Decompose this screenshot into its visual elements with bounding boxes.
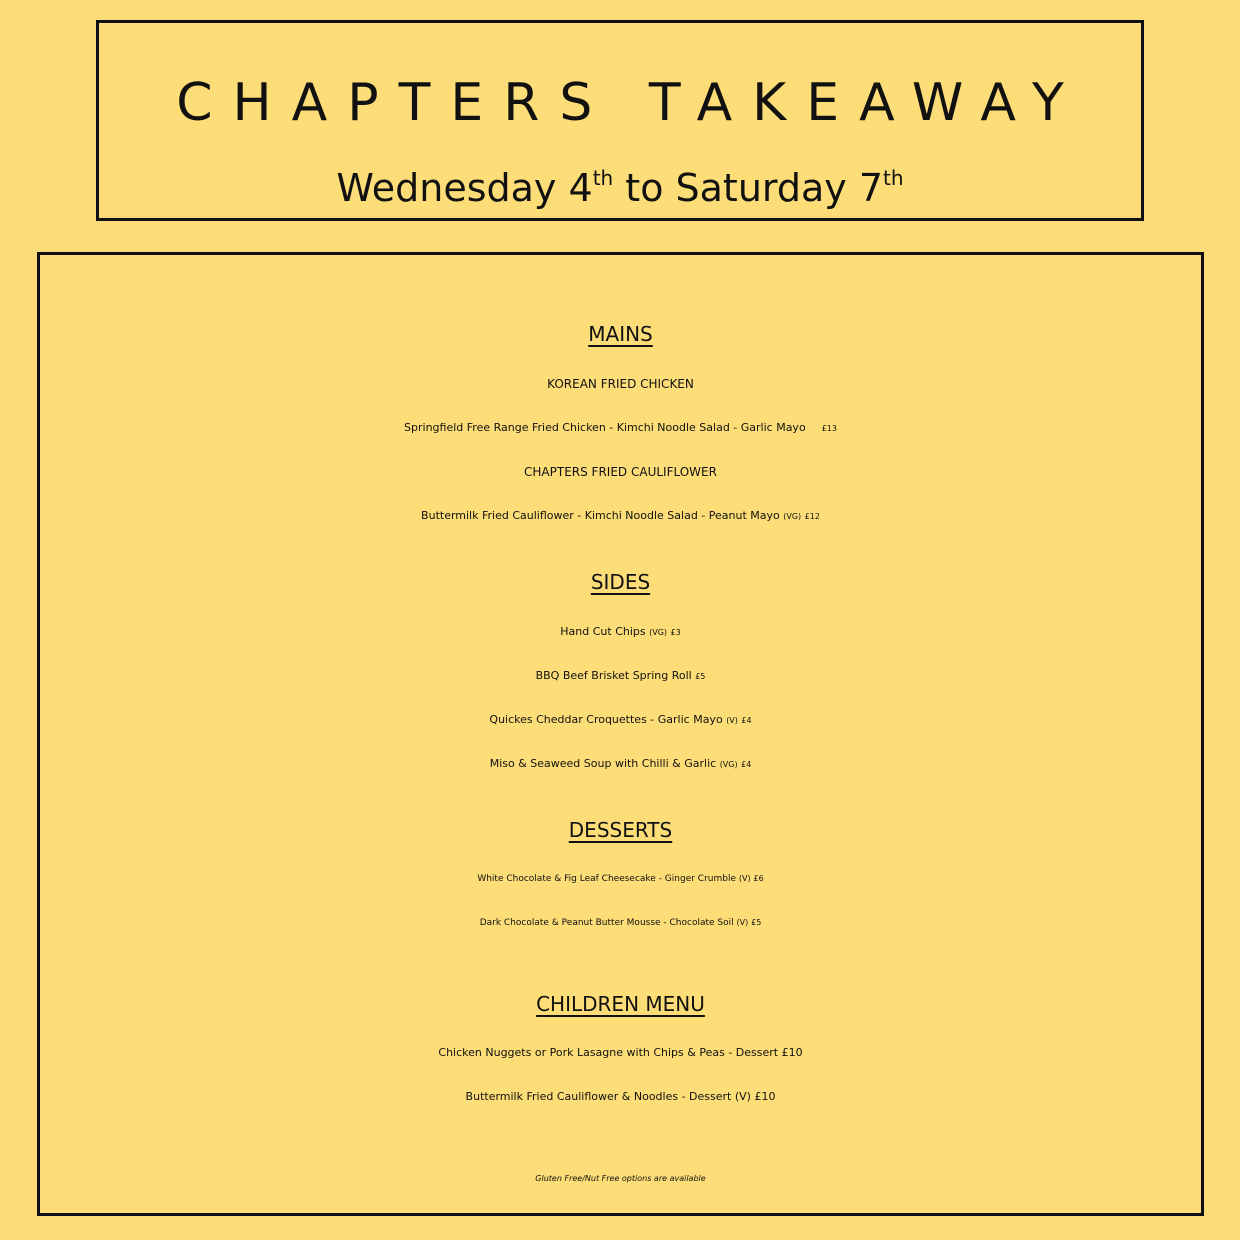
sides-item xyxy=(40,700,1201,741)
desserts-item xyxy=(40,903,1201,943)
mains-item1-title: KOREAN FRIED CHICKEN xyxy=(547,377,694,391)
sides-item xyxy=(40,612,1201,653)
mains-item2-price: £12 xyxy=(804,512,820,521)
dietary-note: Gluten Free/Nut Free options are available xyxy=(535,1174,706,1183)
children-heading: CHILDREN MENU xyxy=(536,992,705,1016)
mains-item2-title: CHAPTERS FRIED CAULIFLOWER xyxy=(524,465,717,479)
page-title: CHAPTERS TAKEAWAY xyxy=(176,73,1084,133)
sides-item-tag: (V) xyxy=(726,716,738,725)
sides-item-price: £4 xyxy=(741,716,752,725)
mains-item2-line xyxy=(40,496,1201,537)
desserts-item-name: Dark Chocolate & Peanut Butter Mousse - Chocolate Soil xyxy=(479,918,734,928)
sides-item-price: £5 xyxy=(695,672,706,681)
sides-item-price: £4 xyxy=(741,760,752,769)
mains-item1-line xyxy=(40,408,1201,449)
mains-item2-desc: Buttermilk Fried Cauliflower - Kimchi Noodle Salad - Peanut Mayo xyxy=(421,509,780,522)
sides-item-name: Hand Cut Chips xyxy=(560,625,646,638)
sides-item-name: Quickes Cheddar Croquettes - Garlic Mayo xyxy=(489,713,723,726)
sides-item-name: Miso & Seaweed Soup with Chilli & Garlic xyxy=(489,757,717,770)
date-start-suffix: th xyxy=(592,166,614,190)
mains-item1-price: £13 xyxy=(821,424,837,433)
sides-item xyxy=(40,744,1201,785)
children-item2: Buttermilk Fried Cauliflower & Noodles - Dessert (V) £10 xyxy=(465,1090,776,1103)
sides-item-price: £3 xyxy=(670,628,681,637)
mains-heading: MAINS xyxy=(588,322,653,346)
desserts-heading: DESSERTS xyxy=(568,818,673,842)
desserts-item-price: £6 xyxy=(753,874,764,883)
desserts-item-tag: (V) xyxy=(738,874,751,883)
date-end: to Saturday 7 xyxy=(613,166,884,210)
mains-item2-tag: (VG) xyxy=(783,512,802,521)
desserts-item-tag: (V) xyxy=(736,918,749,927)
children-item1: Chicken Nuggets or Pork Lasagne with Chips & Peas - Dessert £10 xyxy=(438,1046,803,1059)
mains-item1-desc: Springfield Free Range Fried Chicken - Kimchi Noodle Salad - Garlic Mayo xyxy=(404,421,806,434)
desserts-item-name: White Chocolate & Fig Leaf Cheesecake - Ginger Crumble xyxy=(477,874,737,884)
desserts-item-price: £5 xyxy=(751,918,762,927)
sides-item-tag: (VG) xyxy=(649,628,668,637)
sides-item xyxy=(40,656,1201,697)
sides-heading: SIDES xyxy=(590,570,651,594)
date-start: Wednesday 4 xyxy=(336,166,593,210)
menu-box xyxy=(37,252,1204,1216)
date-end-suffix: th xyxy=(883,166,904,190)
sides-item-name: BBQ Beef Brisket Spring Roll xyxy=(535,669,692,682)
date-range xyxy=(99,165,1141,211)
header-box xyxy=(96,20,1144,221)
sides-item-tag: (VG) xyxy=(719,760,738,769)
desserts-item xyxy=(40,859,1201,899)
